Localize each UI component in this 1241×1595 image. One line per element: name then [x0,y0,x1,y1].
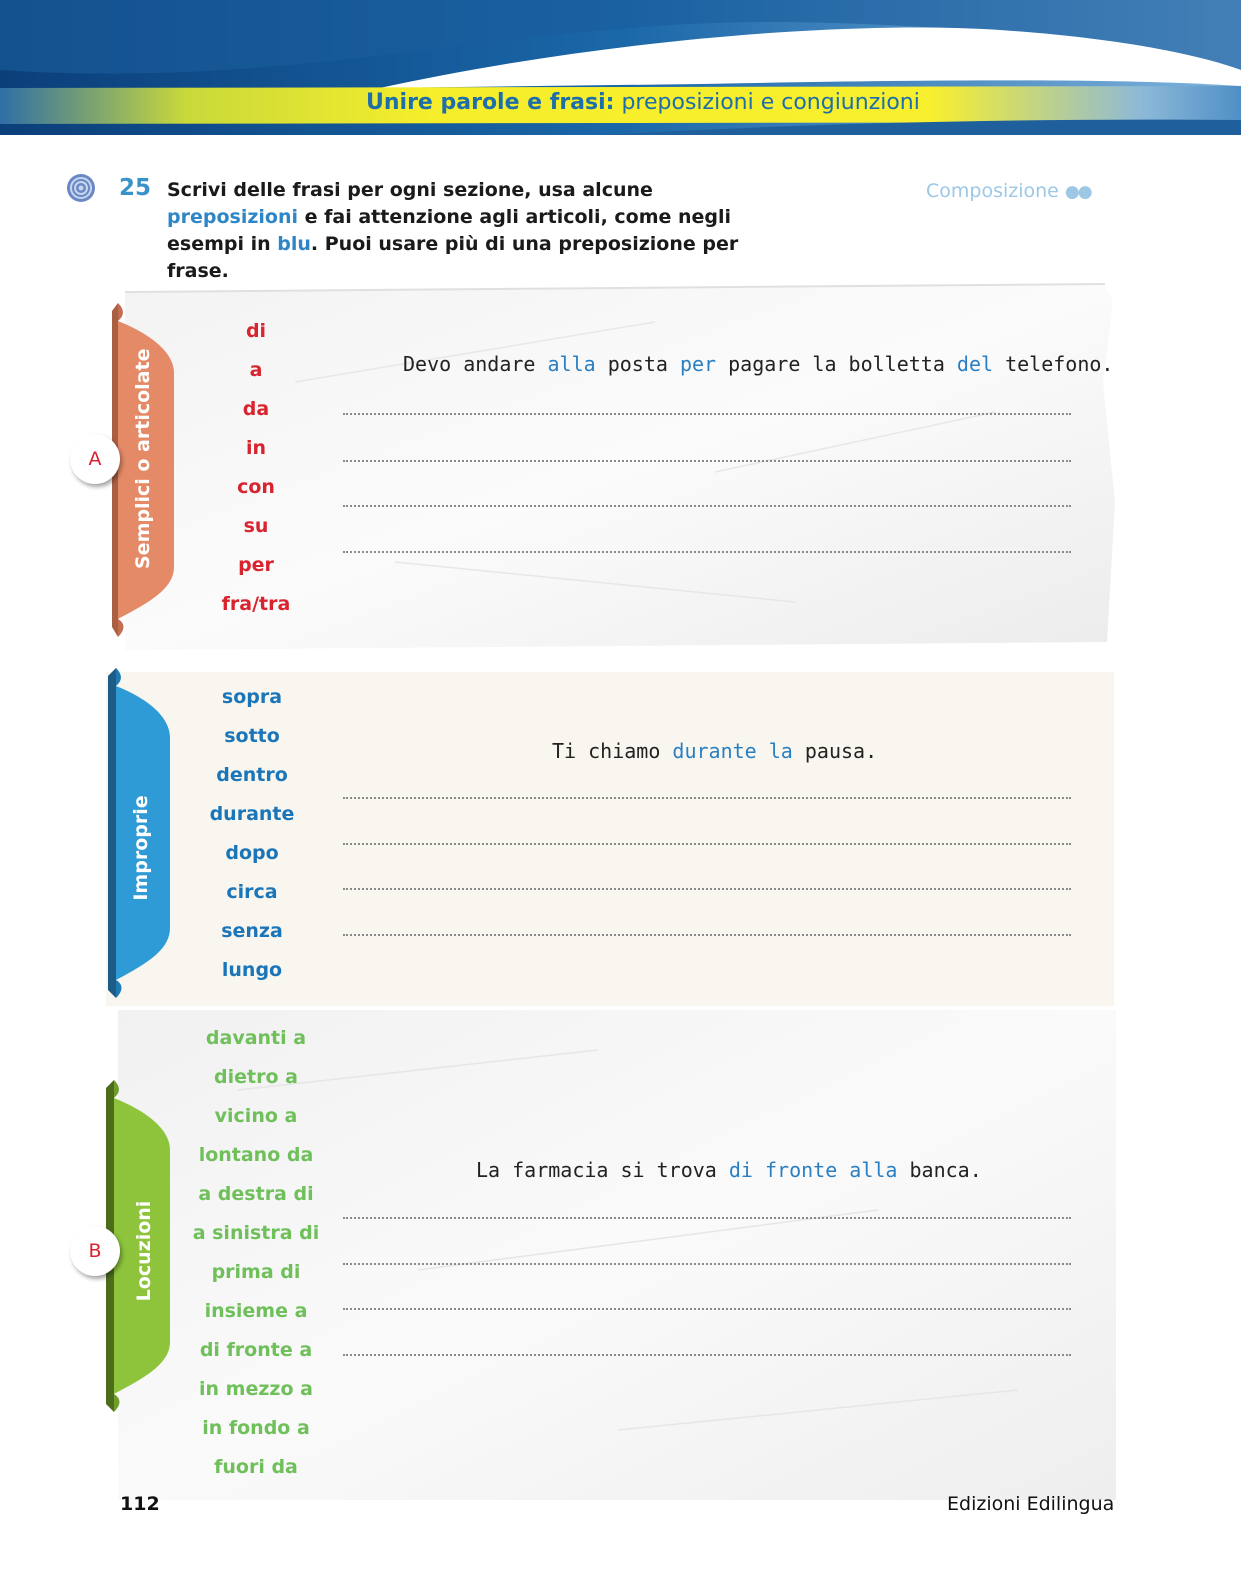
preposition-word: lontano da [198,1144,314,1166]
preposition-word: fra/tra [221,593,291,615]
section-c-example [476,1158,982,1182]
answer-line[interactable] [343,797,1071,799]
preposition-word: da [242,398,270,420]
example-highlight: durante la [672,739,793,763]
spiral-icon [66,173,96,203]
preposition-word: prima di [211,1261,301,1283]
preposition-word: a [249,359,263,381]
answer-line[interactable] [343,460,1071,462]
example-text: pausa. [792,739,878,763]
section-c-tab-label: Locuzioni [133,1200,155,1302]
section-a-word-list [206,312,306,624]
instruction-highlight: blu [277,233,311,255]
example-text: Ti chiamo [552,739,673,763]
example-text: Devo andare [403,352,548,376]
instruction-text: e fai attenzione agli articoli, come negli esempi in [167,206,732,255]
instruction-text: Scrivi delle frasi per ogni sezione, usa alcune [167,179,653,201]
preposition-word: a sinistra di [192,1222,320,1244]
example-highlight: di fronte alla [728,1158,898,1182]
preposition-word: circa [226,881,278,903]
answer-line[interactable] [343,1217,1071,1219]
answer-line[interactable] [343,1308,1071,1310]
answer-line[interactable] [343,413,1071,415]
preposition-word: davanti a [205,1027,307,1049]
category-label: Composizione [926,180,1059,202]
answer-line[interactable] [343,1263,1071,1265]
preposition-word: sopra [221,686,283,708]
preposition-word: senza [221,920,283,942]
preposition-word: in [245,437,267,459]
example-highlight: alla [547,352,596,376]
answer-line[interactable] [343,888,1071,890]
preposition-word: di [245,320,267,342]
answer-line[interactable] [343,551,1071,553]
section-b-example [552,739,877,763]
publisher-name: Edizioni Edilingua [947,1493,1115,1515]
answer-line[interactable] [343,1354,1071,1356]
preposition-word: dopo [225,842,279,864]
preposition-word: a destra di [198,1183,314,1205]
preposition-word: in mezzo a [199,1378,313,1400]
exercise-number: 25 [119,175,152,201]
page-title [366,90,920,115]
preposition-word: lungo [221,959,283,981]
page-title-rest: preposizioni e congiunzioni [621,90,920,115]
header-banner [0,0,1241,135]
preposition-word: dietro a [214,1066,298,1088]
preposition-word: fuori da [214,1456,298,1478]
preposition-word: durante [209,803,295,825]
preposition-word: di fronte a [199,1339,313,1361]
section-a-example [403,352,1113,376]
preposition-word: dentro [216,764,288,786]
difficulty-dots: ●● [1064,182,1091,202]
section-b-tab-label: Improprie [130,795,152,901]
preposition-word: sotto [224,725,280,747]
preposition-word: in fondo a [202,1417,310,1439]
preposition-word: con [237,476,275,498]
example-highlight: per [679,352,717,376]
example-text: telefono. [993,352,1114,376]
answer-line[interactable] [343,505,1071,507]
example-text: banca. [897,1158,982,1182]
section-c-word-list [186,1019,326,1487]
example-text: posta [595,352,680,376]
preposition-word: insieme a [204,1300,308,1322]
preposition-word: su [243,515,269,537]
page-number: 112 [120,1493,160,1515]
example-highlight: del [956,352,994,376]
preposition-word: vicino a [214,1105,298,1127]
exercise-category [926,180,1091,202]
preposition-word: per [238,554,274,576]
section-a-tab-label: Semplici o articolate [132,348,154,569]
section-c-marker: B [70,1226,120,1276]
answer-line[interactable] [343,843,1071,845]
example-text: La farmacia si trova [476,1158,729,1182]
example-text: pagare la bolletta [716,352,957,376]
section-a-marker: A [70,434,120,484]
page-title-bold: Unire parole e frasi: [366,90,615,115]
answer-line[interactable] [343,934,1071,936]
instruction-text: . Puoi usare più di una preposizione per frase. [167,233,739,282]
section-b-word-list [192,678,312,990]
instruction-highlight: preposizioni [167,206,298,228]
